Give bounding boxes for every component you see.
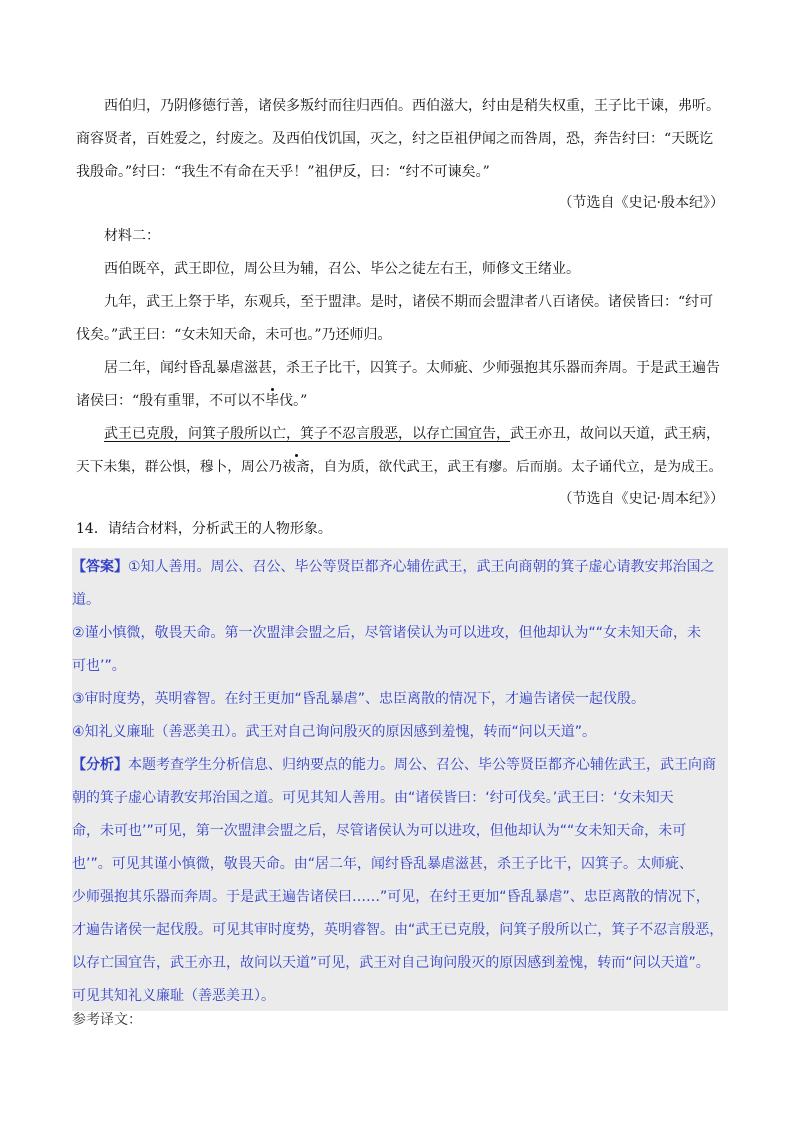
analysis-line-7: 以存亡国宜告，武王亦丑，故问以天道”可见，武王对自己询问殷灭的原因感到羞愧，转而“问以天道”。 (72, 955, 710, 971)
source-citation-1: （节选自《史记·殷本纪》） (558, 195, 724, 211)
analysis-tag: 【分析】 (72, 757, 128, 773)
analysis-line-5: 少师强抱其乐器而奔周。于是武王遍告诸侯曰……”可见，在纣王更加“昏乱暴虐”、忠臣离散的情况下， (72, 889, 710, 905)
line-7-text-b: ，自为质，欲代武王，武王有瘳。后而崩。太子诵代立，是为成王。 (309, 459, 723, 475)
material-2-title: 材料二： (104, 228, 160, 244)
analysis-line-4: 也’”。可见其谨小慎微，敬畏天命。由“居二年，闻纣昏乱暴虐滋甚，杀王子比干，囚箕子。太师疵、 (72, 856, 693, 872)
passage-line-1: 西伯归，乃阴修德行善，诸侯多叛纣而往归西伯。西伯滋大，纣由是稍失权重，王子比干谏，弗听。 (104, 98, 720, 114)
passage-line-2: 商容贤者，百姓爱之，纣废之。及西伯伐饥国，灭之，纣之臣祖伊闻之而咎周，恐，奔告纣曰：“天既讫 (76, 131, 714, 147)
line-7-text-a: 天下未集，群公惧，穆卜，周公乃 (76, 459, 283, 475)
emphasis-dot-word: 祓斋 (282, 459, 310, 475)
line-6-rest: 武王亦丑，故问以天道，武王病， (510, 426, 720, 442)
analysis-line-2: 朝的箕子虚心请教安邦治国之道。可见其知人善用。由“诸侯皆曰：‘纣可伐矣。’武王曰：‘女未知天 (72, 790, 674, 806)
line-5-text-b: 伐。” (279, 393, 308, 409)
material-2-line-7 (76, 457, 722, 477)
answer-line-1 (72, 557, 715, 577)
answer-tag: 【答案】 (72, 559, 128, 575)
emphasis-dot-char: 毕 (265, 393, 280, 409)
analysis-text-1: 本题考查学生分析信息、归纳要点的能力。周公、召公、毕公等贤臣都齐心辅佐武王，武王向商 (128, 757, 716, 773)
underlined-sentence: 武王已克殷，问箕子殷所以亡，箕子不忍言殷恶，以存亡国宜告， (104, 426, 510, 442)
passage-line-3: 我殷命。”纣曰：“我生不有命在天乎！”祖伊反，曰：“纣不可谏矣。” (76, 164, 490, 180)
reference-translation-label: 参考译文： (72, 1012, 142, 1028)
analysis-line-8: 可见其知礼义廉耻（善恶美丑）。 (72, 988, 275, 1004)
answer-line-6: ④知礼义廉耻（善恶美丑）。武王对自己询问殷灭的原因感到羞愧，转而“问以天道”。 (72, 724, 597, 740)
answer-text-1: ①知人善用。周公、召公、毕公等贤臣都齐心辅佐武王，武王向商朝的箕子虚心请教安邦治国之 (128, 559, 715, 575)
material-2-line-1: 西伯既卒，武王即位，周公旦为辅，召公、毕公之徒左右王，师修文王绪业。 (104, 261, 580, 277)
answer-line-3: ②谨小慎微，敬畏天命。第一次盟津会盟之后，尽管诸侯认为可以进攻，但他却认为““女未知天命，未 (72, 625, 702, 641)
material-2-line-3: 伐矣。”武王曰：“女未知天命，未可也。”乃还师归。 (76, 327, 392, 343)
line-5-text-a: 诸侯曰：“殷有重罪，不可以不 (76, 393, 266, 409)
material-2-line-4: 居二年，闻纣昏乱暴虐滋甚，杀王子比干，囚箕子。太师疵、少师强抱其乐器而奔周。于是武王遍告 (104, 360, 720, 376)
material-2-line-5 (76, 391, 307, 411)
question-14: 14．请结合材料，分析武王的人物形象。 (76, 521, 332, 537)
answer-line-5: ③审时度势，英明睿智。在纣王更加“昏乱暴虐”、忠臣离散的情况下，才遍告诸侯一起伐殷。 (72, 691, 646, 707)
answer-panel (72, 548, 728, 1011)
material-2-line-6 (104, 424, 720, 444)
answer-line-2: 道。 (72, 592, 100, 608)
material-2-line-2: 九年，武王上祭于毕，东观兵，至于盟津。是时，诸侯不期而会盟津者八百诸侯。诸侯皆曰：“纣可 (104, 294, 714, 310)
analysis-line-3: 命，未可也’”可见，第一次盟津会盟之后，尽管诸侯认为可以进攻，但他却认为““女未知天命，未可 (72, 823, 687, 839)
analysis-line-1 (72, 755, 716, 775)
analysis-line-6: 才遍告诸侯一起伐殷。可见其审时度势，英明睿智。由“武王已克殷，问箕子殷所以亡，箕子不忍言殷恶， (72, 922, 724, 938)
answer-line-4: 可也’”。 (72, 658, 126, 674)
source-citation-2: （节选自《史记·周本纪》） (558, 491, 724, 507)
